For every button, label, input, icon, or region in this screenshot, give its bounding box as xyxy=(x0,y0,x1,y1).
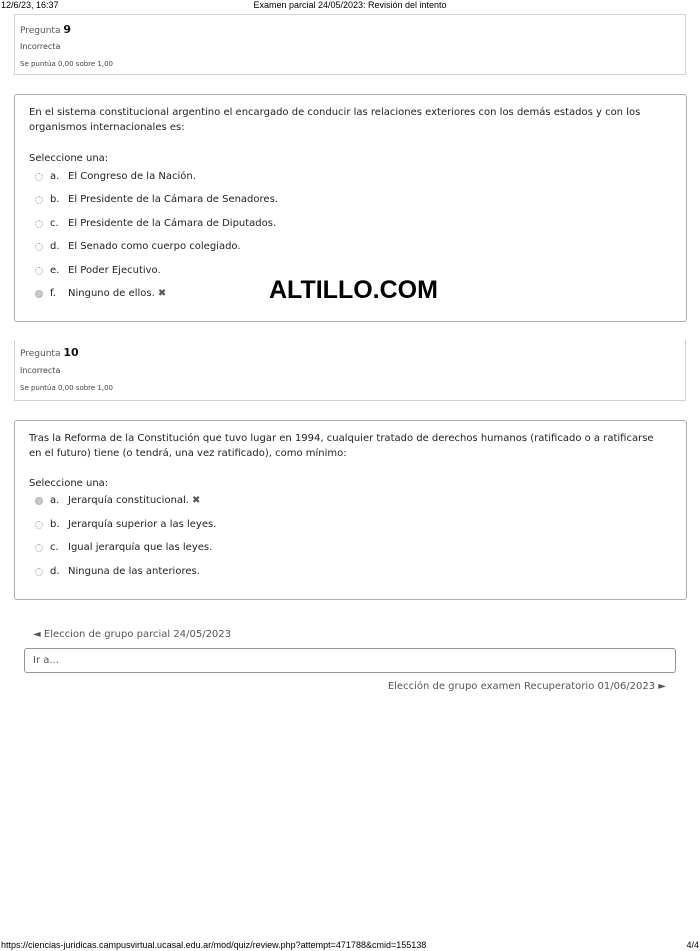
question-state: Incorrecta xyxy=(20,366,61,375)
answer-prompt: Seleccione una: xyxy=(29,153,109,164)
incorrect-icon: ✖ xyxy=(192,495,201,506)
option-text: El Congreso de la Nación. xyxy=(68,171,196,182)
radio-button[interactable] xyxy=(35,220,43,228)
question-number-value: 9 xyxy=(63,23,72,36)
question-number xyxy=(20,23,71,36)
option-letter: c. xyxy=(50,218,59,229)
option-text: El Senado como cuerpo colegiado. xyxy=(68,241,241,252)
question-10-info xyxy=(14,340,686,401)
option-text: Ninguno de ellos. xyxy=(68,288,155,299)
jump-to-label: Ir a... xyxy=(33,655,59,666)
option-text: El Presidente de la Cámara de Diputados. xyxy=(68,218,277,229)
next-activity-link[interactable]: Elección de grupo examen Recuperatorio 01/06/2023 ► xyxy=(387,681,666,692)
option-letter: e. xyxy=(50,265,60,276)
radio-button[interactable] xyxy=(35,173,43,181)
option-letter: c. xyxy=(50,542,59,553)
option-text: El Poder Ejecutivo. xyxy=(68,265,161,276)
print-datetime: 12/6/23, 16:37 xyxy=(1,0,59,10)
jump-to-select[interactable] xyxy=(24,648,676,673)
option-letter: d. xyxy=(50,566,60,577)
question-number xyxy=(20,346,79,359)
question-grade: Se puntúa 0,00 sobre 1,00 xyxy=(20,384,114,392)
question-grade: Se puntúa 0,00 sobre 1,00 xyxy=(20,60,114,68)
radio-button[interactable] xyxy=(35,544,43,552)
question-number-value: 10 xyxy=(63,346,79,359)
print-url: https://ciencias-juridicas.campusvirtual.ucasal.edu.ar/mod/quiz/review.php?attempt=471788&cmid=155138 xyxy=(1,940,427,950)
radio-button[interactable] xyxy=(35,196,43,204)
radio-button[interactable] xyxy=(35,521,43,529)
print-header xyxy=(0,0,700,10)
option-letter: b. xyxy=(50,519,60,530)
print-footer xyxy=(0,940,700,950)
option-text: Jerarquía superior a las leyes. xyxy=(68,519,217,530)
option-letter: a. xyxy=(50,171,60,182)
answer-prompt: Seleccione una: xyxy=(29,478,109,489)
incorrect-icon: ✖ xyxy=(157,288,167,299)
print-page-number: 4/4 xyxy=(686,940,699,950)
previous-activity-link[interactable]: ◄ Eleccion de grupo parcial 24/05/2023 xyxy=(33,629,232,640)
radio-button[interactable] xyxy=(35,243,43,251)
question-state: Incorrecta xyxy=(20,42,61,51)
print-title: Examen parcial 24/05/2023: Revisión del intento xyxy=(253,0,447,10)
radio-button[interactable] xyxy=(35,267,43,275)
option-letter: a. xyxy=(50,495,60,506)
option-letter: f. xyxy=(50,288,56,299)
option-text: Igual jerarquía que las leyes. xyxy=(68,542,213,553)
question-text: En el sistema constitucional argentino el encargado de conducir las relaciones exteriores con los demás estados y con los organismos internacionales es: xyxy=(29,107,641,133)
question-label: Pregunta xyxy=(20,26,61,36)
option-text: Ninguna de las anteriores. xyxy=(68,566,200,577)
question-text: Tras la Reforma de la Constitución que tuvo lugar en 1994, cualquier tratado de derechos humanos (ratificado o a ratificarse en el futuro) tiene (o tendrá, una vez ratificado), como mínimo: xyxy=(29,433,654,459)
question-9-info xyxy=(14,14,686,75)
option-text: El Presidente de la Cámara de Senadores. xyxy=(68,194,278,205)
radio-button[interactable] xyxy=(35,568,43,576)
radio-button-selected[interactable] xyxy=(35,290,43,298)
option-letter: b. xyxy=(50,194,60,205)
watermark: ALTILLO.COM xyxy=(269,276,438,304)
question-label: Pregunta xyxy=(20,349,61,359)
radio-button-selected[interactable] xyxy=(35,497,43,505)
option-letter: d. xyxy=(50,241,60,252)
option-text: Jerarquía constitucional. xyxy=(68,495,189,506)
question-10-content xyxy=(14,420,687,600)
